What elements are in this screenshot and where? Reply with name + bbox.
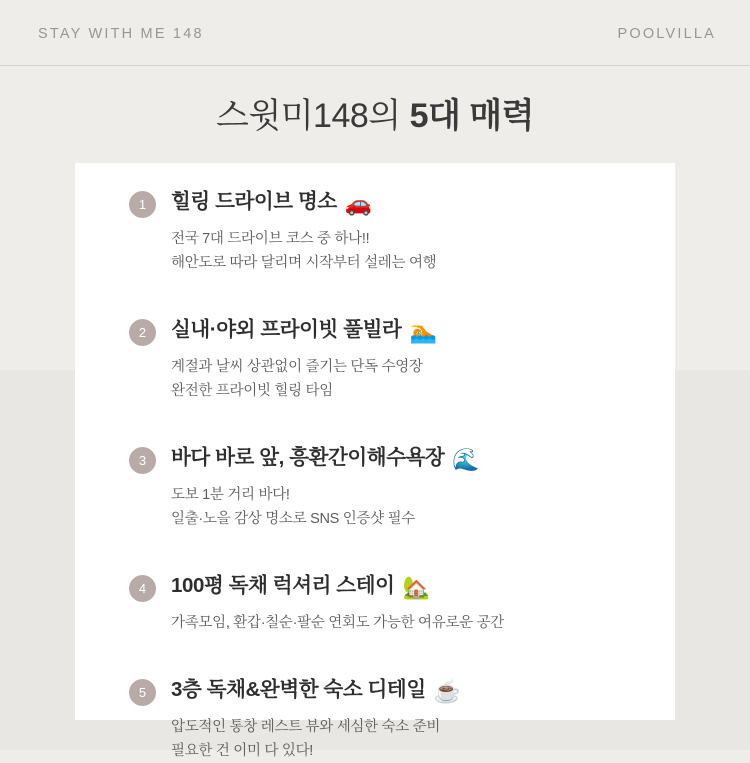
feature-description — [171, 355, 675, 403]
page-title — [0, 88, 750, 137]
feature-description-line2: 해안도로 따라 달리며 시작부터 설레는 여행 — [171, 255, 437, 271]
feature-heading-text: 100평 독채 럭셔리 스테이 — [171, 574, 395, 597]
feature-heading-text: 힐링 드라이브 명소 — [171, 190, 337, 213]
spacer — [75, 545, 675, 571]
feature-heading-text: 3층 독채&완벽한 숙소 디테일 — [171, 678, 426, 701]
feature-description-line1: 가족모임, 환갑·칠순·팔순 연회도 가능한 여유로운 공간 — [171, 615, 504, 631]
feature-number-badge: 2 — [129, 319, 156, 346]
feature-description-line2: 일출·노을 감상 명소로 SNS 인증샷 필수 — [171, 511, 415, 527]
header-bar — [0, 0, 750, 66]
feature-number-badge: 4 — [129, 575, 156, 602]
list-item — [75, 443, 675, 531]
feature-heading — [171, 571, 675, 603]
feature-heading — [171, 315, 675, 347]
wave-emoji: 🌊 — [452, 447, 480, 472]
page-title-light: 스윗미148의 — [216, 97, 410, 135]
spacer — [75, 417, 675, 443]
house-emoji: 🏡 — [402, 575, 430, 600]
feature-description — [171, 483, 675, 531]
feature-number-badge: 1 — [129, 191, 156, 218]
feature-description — [171, 227, 675, 275]
feature-list — [75, 187, 675, 763]
spacer — [75, 289, 675, 315]
swimmer-emoji: 🏊 — [409, 319, 437, 344]
car-emoji: 🚗 — [344, 191, 372, 216]
feature-description-line2: 완전한 프라이빗 힐링 타임 — [171, 383, 333, 399]
feature-number-badge: 3 — [129, 447, 156, 474]
feature-description — [171, 611, 675, 635]
list-item — [75, 571, 675, 635]
feature-description-line1: 계절과 날씨 상관없이 즐기는 단독 수영장 — [171, 359, 423, 375]
spacer — [75, 649, 675, 675]
list-item — [75, 187, 675, 275]
feature-heading — [171, 675, 675, 707]
page-title-bold: 5대 매력 — [409, 97, 534, 135]
brand-poolvilla-label: POOLVILLA — [617, 26, 716, 42]
brand-stay-label: STAY WITH ME 148 — [38, 26, 204, 42]
feature-description — [171, 715, 675, 763]
feature-description-line1: 전국 7대 드라이브 코스 중 하나!! — [171, 231, 370, 247]
list-item — [75, 315, 675, 403]
feature-description-line2: 필요한 건 이미 다 있다! — [171, 743, 314, 759]
coffee-emoji: ☕ — [433, 679, 461, 704]
feature-number-badge: 5 — [129, 679, 156, 706]
feature-heading-text: 바다 바로 앞, 흥환간이해수욕장 — [171, 446, 445, 469]
feature-description-line1: 압도적인 통창 레스트 뷰와 세심한 숙소 준비 — [171, 719, 441, 735]
feature-heading-text: 실내·야외 프라이빗 풀빌라 — [171, 318, 402, 341]
feature-description-line1: 도보 1분 거리 바다! — [171, 487, 290, 503]
feature-heading — [171, 187, 675, 219]
feature-heading — [171, 443, 675, 475]
feature-card — [75, 163, 675, 759]
